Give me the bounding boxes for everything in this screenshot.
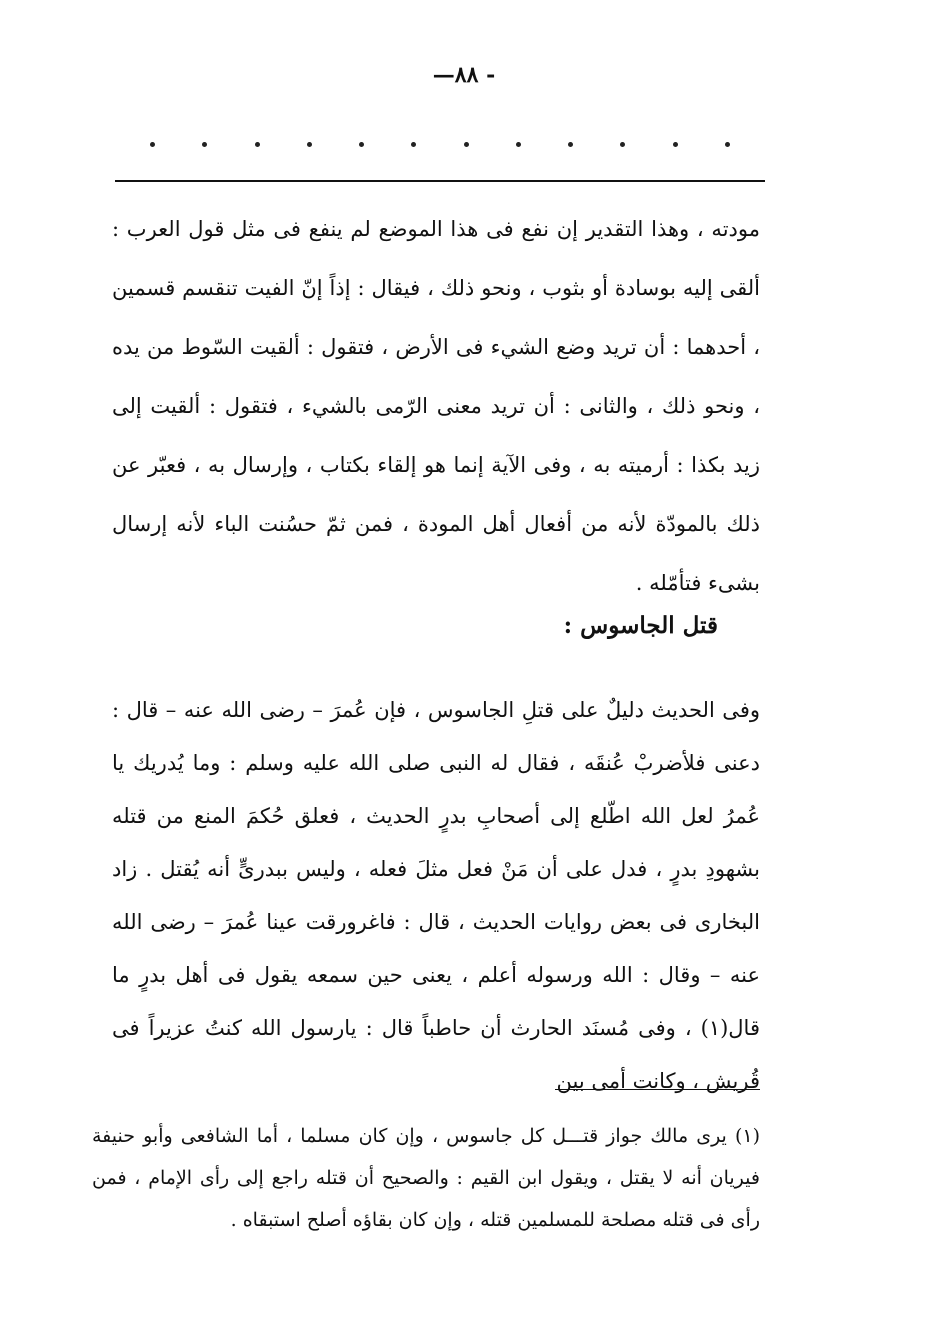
main-text-block-2 <box>112 684 760 1108</box>
paragraph: وفى الحديث دليلٌ على قتلِ الجاسوس ، فإن عُمرَ – رضى الله عنه – قال : دعنى فلأضربْ عُنقَه ، فقال له النبى صلى الله عليه وسلم : وما يُدريك يا عُمرُ لعل الله اطّلع إلى أصحابِ بدرٍ الحديث ، فعلق حُكمَ المنع من قتله بشهودِ بدرٍ ، فدل على أن مَنْ فعل مثلَ فعله ، وليس ببدرىٍّ أنه يُقتل . زاد البخارى فى بعض روايات الحديث ، قال : فاغرورقت عينا عُمرَ – رضى الله عنه – وقال : الله ورسوله أعلم ، يعنى حين سمعه يقول فى أهل بدرٍ ما قال(١) ، وفى مُسنَد الحارث أن حاطباً قال : يارسول الله كنتُ عزيراً فى قُريش ، وكانت أمى بين <box>112 698 760 1093</box>
dot-ornament <box>359 142 364 147</box>
dot-ornament <box>411 142 416 147</box>
dot-ornament <box>516 142 521 147</box>
header-divider <box>115 180 765 182</box>
dot-ornament <box>673 142 678 147</box>
section-heading: قتل الجاسوس : <box>563 612 718 639</box>
dot-ornament <box>620 142 625 147</box>
footnote <box>92 1115 760 1241</box>
dot-ornament <box>150 142 155 147</box>
paragraph: مودته ، وهذا التقدير إن نفع فى هذا الموضع لم ينفع فى مثل قول العرب : ألقى إليه بوسادة أو بثوب ، ونحو ذلك ، فيقال : إذاً إنّ الفيت تنقسم قسمين ، أحدهما : أن تريد وضع الشيء فى الأرض ، فتقول : ألقيت السّوط من يده ، ونحو ذلك ، والثانى : أن تريد معنى الرّمى بالشيء ، فتقول : ألقيت إلى زيد بكذا : أرميته به ، وفى الآية إنما هو إلقاء بكتاب ، وإرسال به ، فعبّر عن ذلك بالمودّة لأنه من أفعال أهل المودة ، فمن ثمّ حسُنت الباء لأنه إرسال بشىء فتأمّله . <box>112 217 760 595</box>
dot-ornament <box>725 142 730 147</box>
main-text-block <box>112 200 760 613</box>
dot-ornament <box>464 142 469 147</box>
ornament-dots <box>150 142 730 147</box>
dot-ornament <box>568 142 573 147</box>
footnote-divider <box>555 1089 760 1090</box>
footnote-text: (١) يرى مالك جواز قتـــل كل جاسوس ، وإن كان مسلما ، أما الشافعى وأبو حنيفة فيريان أنه لا يقتل ، ويقول ابن القيم : والصحيح أن قتله راجع إلى رأى الإمام ، فمن رأى فى قتله مصلحة للمسلمين قتله ، وإن كان بقاؤه أصلح استبقاه . <box>92 1125 760 1231</box>
page-number: —٨٨ - <box>432 62 496 88</box>
dot-ornament <box>202 142 207 147</box>
dot-ornament <box>307 142 312 147</box>
dot-ornament <box>255 142 260 147</box>
